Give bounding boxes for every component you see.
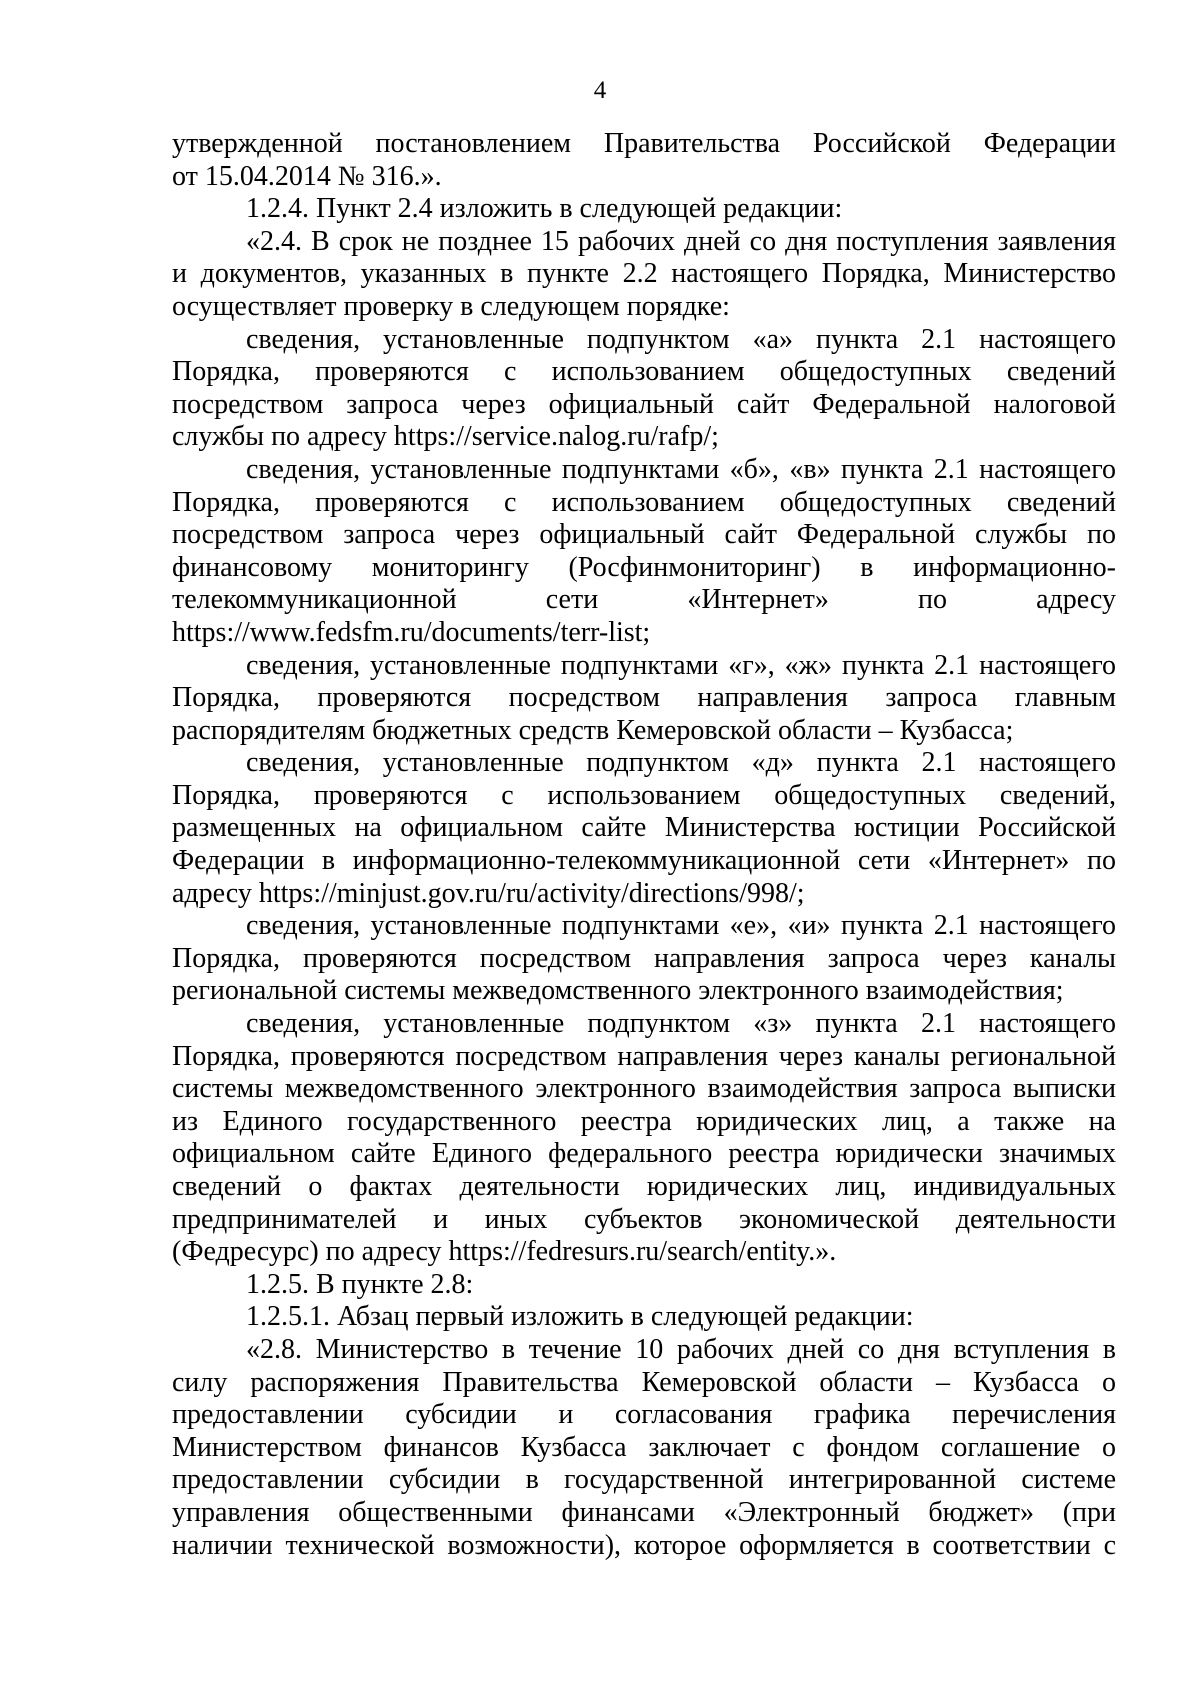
text-line: посредством запроса через официальный сайт Федеральной службы по <box>172 519 1116 551</box>
text-line: предпринимателей и иных субъектов экономической деятельности <box>172 1203 1116 1235</box>
text-line: предоставлении субсидии и согласования графика перечисления <box>172 1399 1116 1431</box>
text-line: сведений о фактах деятельности юридических лиц, индивидуальных <box>172 1171 1116 1202</box>
text-line: Порядка, проверяются посредством направления запроса через каналы <box>172 942 1116 974</box>
text-line: сведения, установленные подпунктом «з» пункта 2.1 настоящего <box>246 1008 1116 1040</box>
text-line: наличии технической возможности), которое оформляется в соответствии с <box>172 1529 1116 1561</box>
text-line: телекоммуникационной сети «Интернет» по адресу <box>172 584 1116 616</box>
text-line: и документов, указанных в пункте 2.2 настоящего Порядка, Министерство <box>172 258 1116 290</box>
text-line: финансовому мониторингу (Росфинмониторинг) в информационно- <box>172 551 1116 583</box>
text-line: https://www.fedsfm.ru/documents/terr-list; <box>172 616 651 648</box>
text-line: региональной системы межведомственного электронного взаимодействия; <box>172 975 1064 1007</box>
text-line: распорядителям бюджетных средств Кемеровской области – Кузбасса; <box>172 714 1014 746</box>
text-line: предоставлении субсидии в государственной интегрированной системе <box>172 1464 1116 1496</box>
text-line: Министерством финансов Кузбасса заключает с фондом соглашение о <box>172 1431 1116 1463</box>
text-line: «2.8. Министерство в течение 10 рабочих дней со дня вступления в <box>246 1333 1116 1365</box>
text-line: Порядка, проверяются с использованием общедоступных сведений <box>172 356 1116 388</box>
document-body <box>172 128 1116 1562</box>
text-line: сведения, установленные подпунктом «а» пункта 2.1 настоящего <box>246 323 1116 355</box>
text-line: Порядка, проверяются с использованием общедоступных сведений <box>172 486 1116 518</box>
text-line: (Федресурс) по адресу https://fedresurs.ru/search/entity.». <box>172 1236 837 1268</box>
text-line: управления общественными финансами «Электронный бюджет» (при <box>172 1496 1116 1528</box>
text-line: 1.2.5.1. Абзац первый изложить в следующей редакции: <box>246 1301 914 1333</box>
text-line: Федерации в информационно-телекоммуникационной сети «Интернет» по <box>172 845 1116 877</box>
text-line: из Единого государственного реестра юридических лиц, а также на <box>172 1105 1116 1137</box>
text-line: «2.4. В срок не позднее 15 рабочих дней со дня поступления заявления <box>246 225 1116 257</box>
text-line: силу распоряжения Правительства Кемеровской области – Кузбасса о <box>172 1366 1116 1398</box>
text-line: сведения, установленные подпунктом «д» пункта 2.1 настоящего <box>246 747 1116 779</box>
text-line: системы межведомственного электронного взаимодействия запроса выписки <box>172 1073 1116 1105</box>
text-line: Порядка, проверяются посредством направления через каналы региональной <box>172 1040 1116 1072</box>
page-number: 4 <box>593 77 607 104</box>
text-line: Порядка, проверяются с использованием общедоступных сведений, <box>172 779 1116 811</box>
text-line: официальном сайте Единого федерального реестра юридически значимых <box>172 1138 1116 1170</box>
text-line: службы по адресу https://service.nalog.ru/rafp/; <box>172 421 719 453</box>
text-line: сведения, установленные подпунктами «г», «ж» пункта 2.1 настоящего <box>246 649 1116 681</box>
text-line: размещенных на официальном сайте Министерства юстиции Российской <box>172 812 1116 844</box>
text-line: адресу https://minjust.gov.ru/ru/activity/directions/998/; <box>172 877 805 909</box>
text-line: 1.2.5. В пункте 2.8: <box>246 1268 474 1300</box>
text-line: посредством запроса через официальный сайт Федеральной налоговой <box>172 388 1116 420</box>
text-line: сведения, установленные подпунктами «е», «и» пункта 2.1 настоящего <box>246 910 1116 942</box>
text-line: Порядка, проверяются посредством направления запроса главным <box>172 682 1116 714</box>
text-line: осуществляет проверку в следующем порядке: <box>172 290 730 322</box>
text-line: 1.2.4. Пункт 2.4 изложить в следующей редакции: <box>246 193 843 225</box>
text-line: сведения, установленные подпунктами «б», «в» пункта 2.1 настоящего <box>246 453 1116 485</box>
text-line: утвержденной постановлением Правительства Российской Федерации <box>172 128 1116 159</box>
text-line: от 15.04.2014 № 316.». <box>172 160 442 192</box>
